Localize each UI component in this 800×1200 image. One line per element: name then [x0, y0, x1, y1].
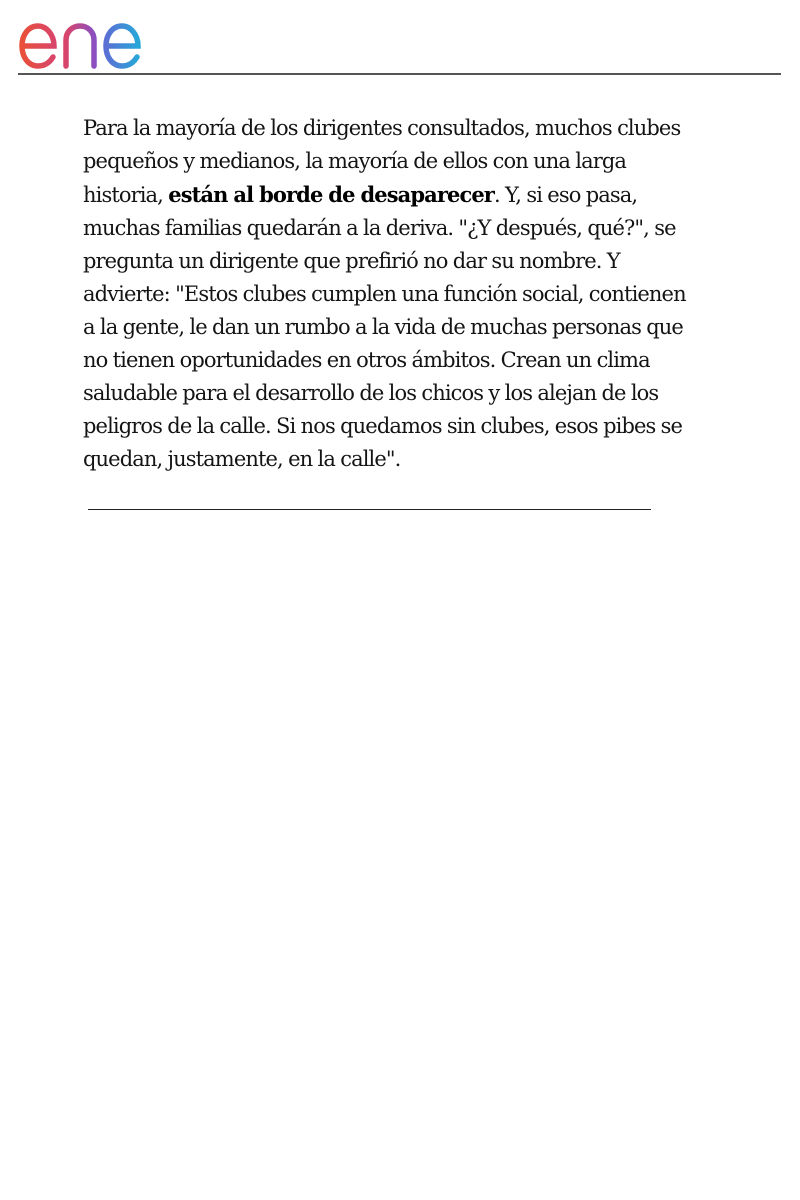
site-header [18, 0, 781, 75]
logo-letter-e-second [106, 26, 138, 66]
svg-text:enel: enel [18, 8, 21, 9]
logo-letter-e [22, 26, 54, 66]
enel-logo-graphic [18, 8, 183, 70]
paragraph-text-start: Para la mayoría de los dirigentes consultados, muchos clubes pequeños y medianos, la mayoría de ellos con una larga historia, [83, 116, 681, 207]
content-divider [88, 509, 651, 510]
article-body [83, 112, 693, 476]
article-paragraph [83, 112, 693, 476]
paragraph-text-end: . Y, si eso pasa, muchas familias quedarán a la deriva. "¿Y después, qué?", se pregunta un dirigente que prefirió no dar su nombre. Y advierte: "Estos clubes cumplen una función social, contienen a la gente, le dan un rumbo a la vida de muchas personas que no tienen oportunidades en otros ámbitos. Crean un clima saludable para el desarrollo de los chicos y los alejan de los peligros de la calle. Si nos quedamos sin clubes, esos pibes se quedan, justamente, en la calle". [83, 183, 686, 471]
logo-letter-n [66, 26, 94, 66]
enel-logo[interactable] [18, 8, 183, 70]
paragraph-highlight: están al borde de desaparecer [168, 182, 494, 207]
